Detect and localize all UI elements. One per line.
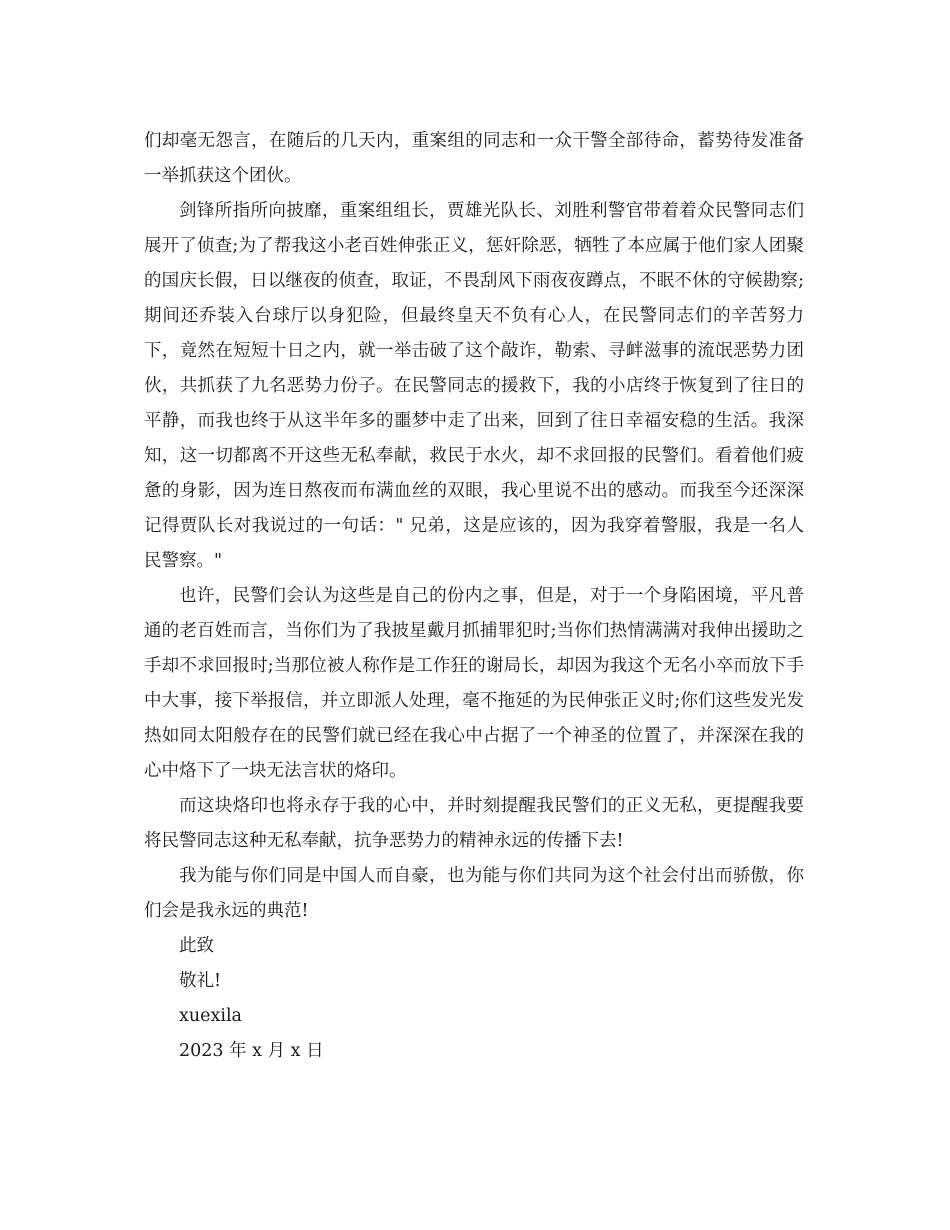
paragraph-investigation: 剑锋所指所向披靡，重案组组长，贾雄光队长、刘胜利警官带着着众民警同志们展开了侦查;为了帮我这小老百姓伸张正义，惩奸除恶，牺牲了本应属于他们家人团聚的国庆长假，日以继夜的侦查，取证，不畏刮风下雨夜夜蹲点，不眠不休的守候勘察;期间还乔装入台球厅以身犯险，但最终皇天不负有心人，在民警同志们的辛苦努力下，竟然在短短十日之内，就一举击破了这个敲诈，勒索、寻衅滋事的流氓恶势力团伙，共抓获了九名恶势力份子。在民警同志的援救下，我的小店终于恢复到了往日的平静，而我也终于从这半年多的噩梦中走了出来，回到了往日幸福安稳的生活。我深知，这一切都离不开这些无私奉献，救民于水火，却不求回报的民警们。看着他们疲惫的身影，因为连日熬夜而布满血丝的双眼，我心里说不出的感动。而我至今还深深记得贾队长对我说过的一句话：" 兄弟，这是应该的，因为我穿着警服，我是一名人民警察。" (144, 201, 804, 571)
letter-date: 2023 年 x 月 x 日 (179, 1041, 324, 1061)
closing-salutation: 此致 (179, 936, 214, 956)
paragraph-pride: 我为能与你们同是中国人而自豪，也为能与你们共同为这个社会付出而骄傲，你们会是我永远的典范! (144, 866, 804, 921)
paragraph-imprint: 而这块烙印也将永存于我的心中，并时刻提醒我民警们的正义无私，更提醒我要将民警同志这种无私奉献，抗争恶势力的精神永远的传播下去! (144, 796, 804, 851)
letter-body (144, 124, 804, 1069)
closing-respect: 敬礼! (179, 971, 222, 991)
signature: xuexila (179, 1006, 242, 1026)
paragraph-continuation: 们却毫无怨言，在随后的几天内，重案组的同志和一众干警全部待命，蓄势待发准备一举抓获这个团伙。 (144, 131, 804, 186)
paragraph-gratitude: 也许，民警们会认为这些是自己的份内之事，但是，对于一个身陷困境，平凡普通的老百姓而言，当你们为了我披星戴月抓捕罪犯时;当你们热情满满对我伸出援助之手却不求回报时;当那位被人称作是工作狂的谢局长，却因为我这个无名小卒而放下手中大事，接下举报信，并立即派人处理，毫不拖延的为民伸张正义时;你们这些发光发热如同太阳般存在的民警们就已经在我心中占据了一个神圣的位置了，并深深在我的心中烙下了一块无法言状的烙印。 (144, 586, 804, 781)
